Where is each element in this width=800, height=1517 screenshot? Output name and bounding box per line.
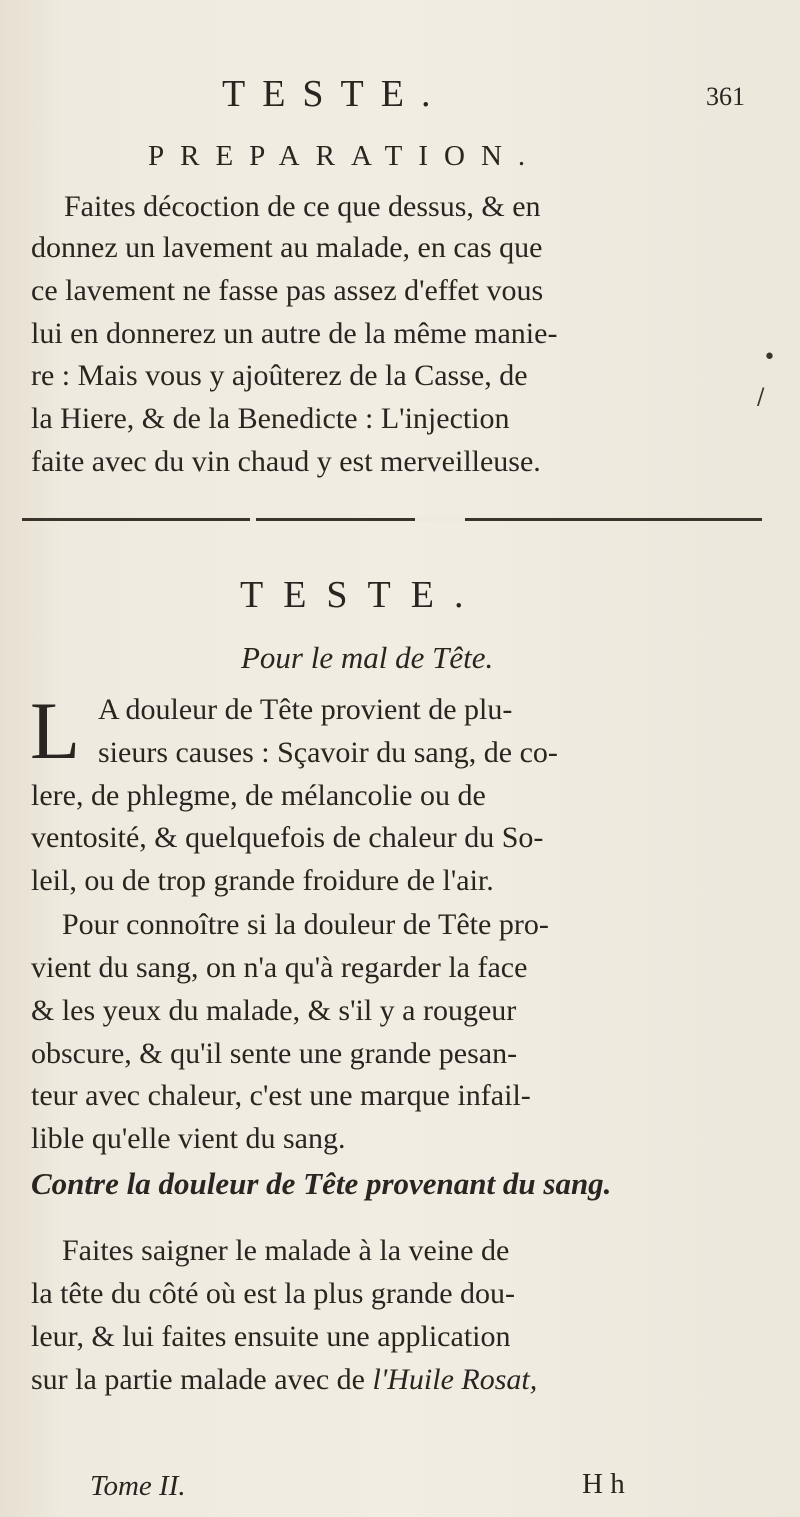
divider-gap [250, 517, 256, 522]
text-line: lui en donnerez un autre de la même manie- [31, 317, 558, 350]
running-head [0, 72, 800, 122]
remedy-heading: Contre la douleur de Tête provenant du sang. [31, 1166, 612, 1201]
margin-mark: • [763, 345, 776, 370]
text-line: teur avec chaleur, c'est une marque infail- [31, 1079, 531, 1112]
running-head-title: TESTE. [222, 73, 448, 115]
text-line: faite avec du vin chaud y est merveilleuse. [31, 445, 541, 478]
text-line: donnez un lavement au malade, en cas que [31, 231, 543, 264]
text-line: ventosité, & quelquefois de chaleur du So- [31, 821, 544, 854]
text-line: lere, de phlegme, de mélancolie ou de [31, 779, 486, 812]
text-line: Pour connoître si la douleur de Tête pro- [62, 908, 549, 941]
text-line: lible qu'elle vient du sang. [31, 1122, 346, 1155]
chapter-subtitle: Pour le mal de Tête. [241, 640, 494, 675]
text-line: Faites saigner le malade à la veine de [62, 1234, 510, 1267]
text-line: A douleur de Tête provient de plu- [98, 693, 513, 726]
text-line [31, 1363, 537, 1397]
text-line: leur, & lui faites ensuite une application [31, 1320, 511, 1353]
signature-mark: H h [582, 1468, 625, 1500]
text-line: la tête du côté où est la plus grande dou- [31, 1277, 516, 1310]
section-heading-preparation: PREPARATION. [148, 140, 542, 172]
text-line: ce lavement ne fasse pas assez d'effet vous [31, 274, 544, 307]
tome-label: Tome II. [90, 1470, 186, 1502]
italic-term: l'Huile Rosat, [372, 1363, 538, 1396]
text-line: & les yeux du malade, & s'il y a rougeur [31, 994, 517, 1027]
text-line: obscure, & qu'il sente une grande pesan- [31, 1037, 518, 1070]
text-fragment: sur la partie malade avec de [31, 1363, 365, 1396]
text-line: vient du sang, on n'a qu'à regarder la face [31, 951, 528, 984]
page-number: 361 [706, 82, 745, 111]
text-line: leil, ou de trop grande froidure de l'air. [31, 864, 494, 897]
text-line: re : Mais vous y ajoûterez de la Casse, de [31, 359, 528, 392]
section-divider [22, 518, 762, 521]
drop-cap: L [30, 685, 81, 776]
text-line: la Hiere, & de la Benedicte : L'injection [31, 402, 510, 435]
margin-mark: / [757, 385, 765, 410]
divider-gap [415, 517, 465, 522]
text-line: Faites décoction de ce que dessus, & en [64, 190, 541, 223]
chapter-heading: TESTE. [240, 574, 484, 616]
text-line: sieurs causes : Sçavoir du sang, de co- [98, 736, 558, 769]
